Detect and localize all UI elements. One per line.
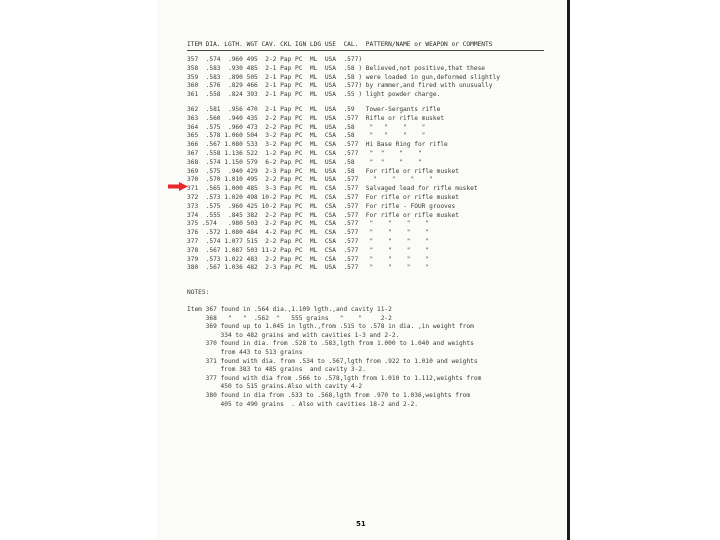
note-line: from 383 to 485 grains and cavity 3-2. <box>187 366 366 374</box>
table-row: 362 .581 .956 470 2-1 Pap PC ML USA .59 Tower-Sergants rifle <box>187 106 441 113</box>
note-line: Item 367 found in .564 dia.,1.109 lgth.,and cavity 11-2 <box>187 306 392 313</box>
table-row: 367 .558 1.136 522 1-2 Pap PC ML CSA .577 " " " " <box>187 150 422 157</box>
table-row: 371 .565 1.000 485 3-3 Pap PC ML CSA .577 Salvaged lead for rifle musket <box>187 185 478 193</box>
table-row: 360 .576 .829 466 2-1 Pap PC ML USA .577) by rammer,and fired with unusually <box>187 82 493 90</box>
table-row: 368 .574 1.150 579 6-2 Pap PC ML USA .58 " " " " <box>187 158 422 166</box>
table-row: 378 .567 1.087 503 11-2 Pap PC ML CSA .577 " " " " <box>187 246 430 254</box>
table-row: 377 .574 1.077 515 2-2 Pap PC ML CSA .577 " " " " <box>187 238 430 245</box>
table-row: 357 .574 .960 495 2-2 Pap PC ML USA .577) <box>187 56 363 63</box>
note-line: 377 found with dia from .566 to .578,lgth from 1.010 to 1.112,weights from <box>187 374 482 382</box>
table-row: 361 .558 .824 393 2-1 Pap PC ML USA .55 ) light powder charge. <box>187 91 441 99</box>
table-row: 372 .573 1.020 498 10-2 Pap PC ML CSA .577 For rifle or rifle musket <box>187 194 459 201</box>
note-line: 380 found in dia from .533 to .568,lgth from .970 to 1.036,weights from <box>187 392 471 399</box>
table-row: 369 .575 .940 429 2-3 Pap PC ML USA .58 For rifle or rifle musket <box>187 167 459 175</box>
table-row: 374 .555 .845 382 2-2 Pap PC ML CSA .577 For rifle or rifle musket <box>187 211 459 219</box>
table-row: 358 .583 .930 485 2-1 Pap PC ML USA .58 ) Believed,not positive,that these <box>187 64 486 72</box>
table-row: 366 .567 1.080 533 3-2 Pap PC ML CSA .577 Hi Base Ring for rifle <box>187 141 448 149</box>
header-underline <box>187 50 544 51</box>
note-line: from 443 to 513 grains <box>187 349 303 356</box>
note-line: 370 found in dia. from .528 to .583,lgth from 1.000 to 1.040 and weights <box>187 340 474 348</box>
notes-title: NOTES: <box>187 289 210 296</box>
note-line: 371 found with dia. from .534 to .567,lgth from .922 to 1.010 and weights <box>187 357 478 365</box>
table-row: 380 .567 1.036 482 2-3 Pap PC ML USA .577 " " " " <box>187 264 430 272</box>
table-row: 364 .575 .960 473 2-2 Pap PC ML USA .58 " " " " <box>187 123 426 131</box>
table-header: ITEM DIA. LGTH. WGT CAV. CKL IGN LDG USE CAL. PATTERN/NAME or WEAPON or COMMENTS <box>187 41 493 48</box>
table-row: 375 .574 .980 503 2-2 Pap PC ML CSA .577 " " " " <box>187 220 430 228</box>
note-line: 450 to 515 grains.Also with cavity 4-2 <box>187 383 363 391</box>
table-row: 376 .572 1.080 484 4-2 Pap PC ML CSA .577 " " " " <box>187 229 430 237</box>
note-line: 369 found up to 1.045 in lgth.,from .515 to .578 in dia. ,in weight from <box>187 323 474 331</box>
table-row: 363 .560 .940 435 2-2 Pap PC ML USA .577 Rifle or rifle musket <box>187 114 445 122</box>
table-row: 365 .578 1.060 504 3-2 Pap PC ML CSA .58 " " " " <box>187 132 426 140</box>
table-row: 373 .575 .960 425 10-2 Pap PC ML CSA .577 For rifle - FOUR grooves <box>187 202 456 210</box>
red-arrow-icon <box>168 182 188 191</box>
note-line: 405 to 490 grains . Also with cavities 18-2 and 2-2. <box>187 400 418 408</box>
table-row: 370 .570 1.010 495 2-2 Pap PC ML USA .577 " " " " <box>187 176 433 184</box>
table-row: 379 .573 1.022 483 2-2 Pap PC ML CSA .577 " " " " <box>187 255 430 263</box>
note-line: 368 " " .562 " 555 grains " " 2-2 <box>187 314 392 322</box>
table-row: 359 .583 .890 505 2-1 Pap PC ML USA .58 ) were loaded in gun,deformed slightly <box>187 73 500 81</box>
page-edge <box>567 0 570 540</box>
page-number: 51 <box>356 520 366 528</box>
note-line: 334 to 482 grains and with cavities 1-3 and 2-2. <box>187 331 400 339</box>
